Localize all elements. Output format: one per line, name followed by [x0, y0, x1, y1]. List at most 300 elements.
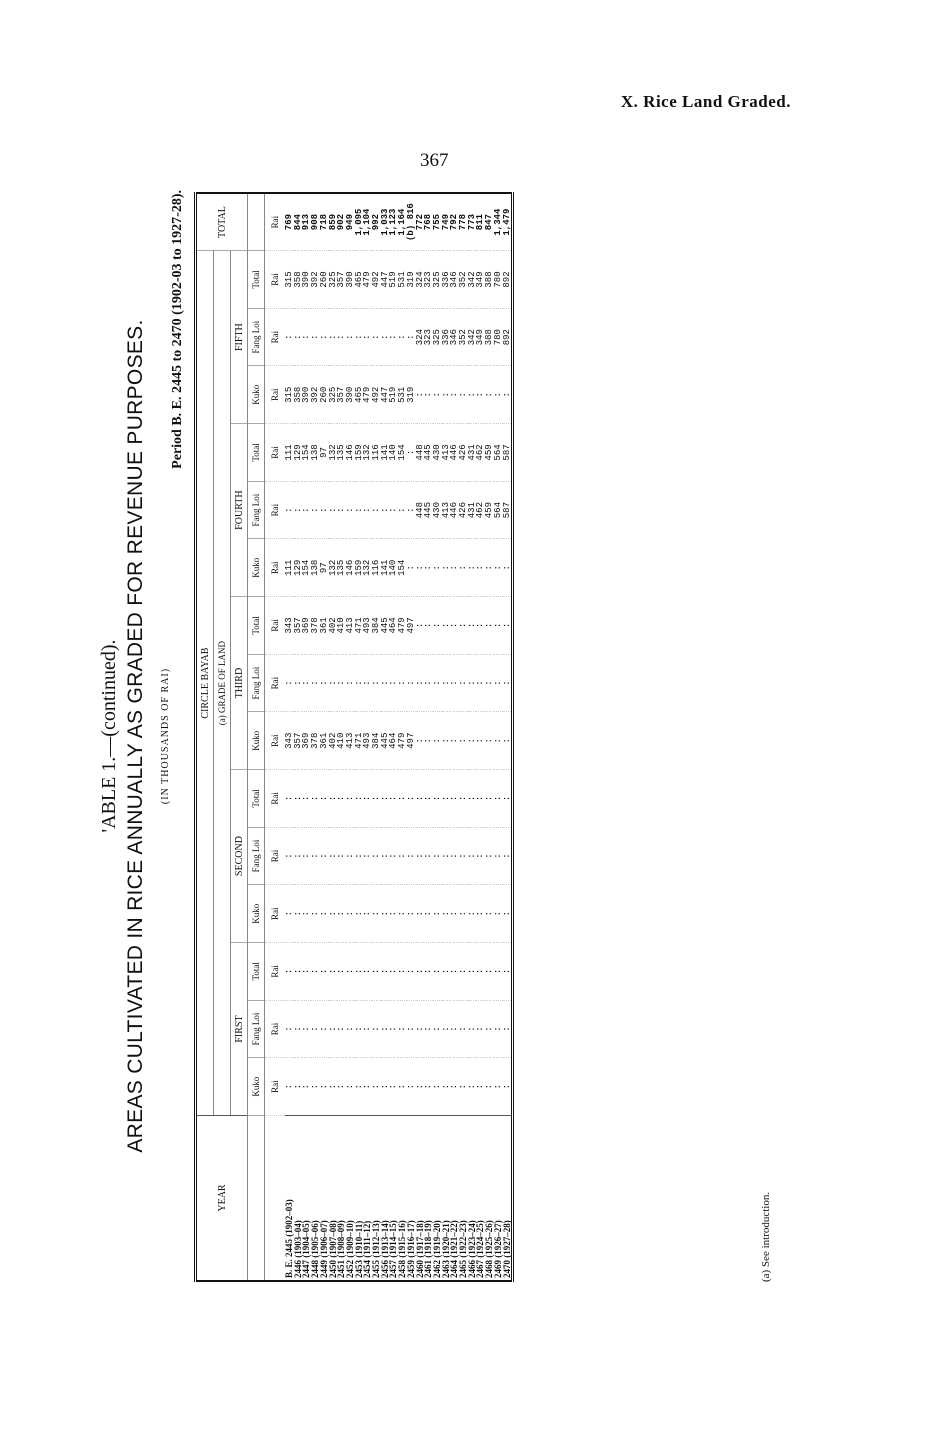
third-fang-loi-cell: : [407, 654, 416, 712]
fourth-fang-loi-cell: 413 [442, 481, 451, 539]
third-fang-loi-cell: : [442, 654, 451, 712]
fifth-total-cell: 315 [285, 251, 294, 309]
year-label: 2470 (1927–28) [501, 1220, 512, 1278]
year-header: YEAR [196, 1116, 248, 1282]
third-kuko-cell: 464 [389, 712, 398, 770]
fifth-kuko-cell: 315 [285, 366, 294, 424]
row-prefix: B. E. [284, 1256, 294, 1278]
third-total-cell: 357 [294, 597, 303, 655]
empty-cell: : [398, 1058, 407, 1116]
grand-total-cell: 749 [442, 193, 451, 251]
year-label: 2457 (1914–15) [388, 1220, 399, 1278]
unit-label: Rai [265, 308, 286, 366]
fifth-fang-loi-cell: 342 [468, 308, 477, 366]
empty-cell: : [459, 1000, 468, 1058]
empty-cell: : [398, 885, 407, 943]
footnote: (a) See introduction. [760, 1191, 772, 1282]
empty-cell: : [363, 943, 372, 1001]
third-fang-loi-cell: : [372, 654, 381, 712]
empty-cell: : [442, 770, 451, 828]
fifth-kuko-cell: 260 [320, 366, 329, 424]
grand-total-cell: 908 [311, 193, 320, 251]
empty-cell: : [372, 943, 381, 1001]
third-total-cell: 384 [372, 597, 381, 655]
fourth-total-cell: 459 [485, 424, 494, 482]
fifth-fang-loi-cell: : [389, 308, 398, 366]
fifth-kuko-cell: 357 [337, 366, 346, 424]
empty-cell: : [302, 885, 311, 943]
empty-cell: : [450, 1000, 459, 1058]
grand-total-cell: 792 [450, 193, 459, 251]
fourth-fang-loi-cell: : [398, 481, 407, 539]
fourth-fang-loi-cell: 459 [485, 481, 494, 539]
empty-cell: : [311, 827, 320, 885]
third-kuko-cell: : [485, 712, 494, 770]
grand-total-cell: 718 [320, 193, 329, 251]
fourth-total-cell: 154 [302, 424, 311, 482]
unit-label: Rai [265, 251, 286, 309]
empty-cell: : [346, 1000, 355, 1058]
empty-cell: : [407, 827, 416, 885]
empty-cell: : [424, 885, 433, 943]
unit-label: Rai [265, 770, 286, 828]
year-label: 2463 (1920–21) [440, 1220, 451, 1278]
empty-cell: : [320, 1000, 329, 1058]
empty-cell: : [442, 1058, 451, 1116]
empty-cell: : [285, 1058, 294, 1116]
fifth-fang-loi-cell: 346 [450, 308, 459, 366]
year-label: 2464 (1921–22) [449, 1220, 460, 1278]
total-sub-blank [248, 193, 265, 251]
empty-cell: : [398, 1000, 407, 1058]
grand-total-cell: 1,104 [363, 193, 372, 251]
unit-label: Rai [265, 539, 286, 597]
third-total-cell: : [494, 597, 503, 655]
empty-cell: : [329, 1000, 338, 1058]
fifth-total-cell: 390 [302, 251, 311, 309]
third-kuko-cell: 369 [302, 712, 311, 770]
empty-cell: : [320, 885, 329, 943]
third-kuko-cell: 479 [398, 712, 407, 770]
third-total-cell: : [433, 597, 442, 655]
fifth-fang-loi-cell: 325 [433, 308, 442, 366]
fourth-fang-loi-cell: 430 [433, 481, 442, 539]
fourth-fang-loi-cell: 462 [476, 481, 485, 539]
sub-kuko-header: Kuko [248, 366, 265, 424]
empty-cell: : [329, 827, 338, 885]
fourth-fang-loi-cell: 448 [416, 481, 425, 539]
empty-cell: : [503, 1000, 513, 1058]
empty-cell: : [424, 1000, 433, 1058]
empty-cell: : [433, 885, 442, 943]
third-fang-loi-cell: : [311, 654, 320, 712]
empty-cell: : [433, 827, 442, 885]
empty-cell: : [329, 885, 338, 943]
empty-cell: : [416, 1058, 425, 1116]
third-total-cell: : [424, 597, 433, 655]
grade-caption: (a) GRADE OF LAND [214, 251, 231, 1116]
fourth-kuko-cell: : [476, 539, 485, 597]
third-kuko-cell: : [450, 712, 459, 770]
empty-cell: : [329, 1058, 338, 1116]
empty-cell: : [424, 943, 433, 1001]
table-row [416, 193, 425, 1281]
third-total-cell: 497 [407, 597, 416, 655]
empty-cell: : [294, 885, 303, 943]
empty-cell: : [485, 827, 494, 885]
empty-cell: : [311, 1000, 320, 1058]
empty-cell: : [407, 770, 416, 828]
fourth-kuko-cell: 135 [337, 539, 346, 597]
grand-total-cell: 1,095 [355, 193, 364, 251]
third-total-cell: 343 [285, 597, 294, 655]
empty-cell: : [381, 885, 390, 943]
empty-cell: : [442, 885, 451, 943]
table-row [450, 193, 459, 1281]
fifth-kuko-cell: 390 [302, 366, 311, 424]
empty-cell: : [476, 1058, 485, 1116]
third-total-cell: : [468, 597, 477, 655]
fifth-fang-loi-cell: : [407, 308, 416, 366]
fifth-kuko-cell: 392 [311, 366, 320, 424]
empty-cell: : [494, 827, 503, 885]
year-label: 2456 (1913–14) [379, 1220, 390, 1278]
empty-cell: : [337, 827, 346, 885]
empty-cell: : [372, 1058, 381, 1116]
unit-label: Rai [265, 712, 286, 770]
empty-cell: : [424, 827, 433, 885]
empty-cell: : [494, 1000, 503, 1058]
empty-cell: : [450, 1058, 459, 1116]
sub-total-header: Total [248, 424, 265, 482]
empty-cell: : [407, 885, 416, 943]
third-kuko-cell: 493 [363, 712, 372, 770]
fourth-fang-loi-cell: : [389, 481, 398, 539]
third-total-cell: : [476, 597, 485, 655]
empty-cell: : [381, 1058, 390, 1116]
empty-cell: : [363, 885, 372, 943]
third-total-cell: 369 [302, 597, 311, 655]
empty-cell: : [424, 1058, 433, 1116]
empty-cell: : [355, 885, 364, 943]
unit-label: Rai [265, 424, 286, 482]
empty-cell: : [416, 885, 425, 943]
fifth-kuko-cell: : [494, 366, 503, 424]
third-kuko-cell: 378 [311, 712, 320, 770]
year-label: 2449 (1906–07) [318, 1220, 329, 1278]
empty-cell: : [346, 827, 355, 885]
third-total-cell: : [442, 597, 451, 655]
table-row [407, 193, 416, 1281]
empty-cell: : [433, 943, 442, 1001]
fourth-total-cell: 445 [424, 424, 433, 482]
third-fang-loi-cell: : [450, 654, 459, 712]
circle-header: CIRCLE BAYAB [196, 251, 214, 1116]
sub-total-header: Total [248, 251, 265, 309]
empty-cell: : [459, 770, 468, 828]
empty-cell: : [459, 885, 468, 943]
empty-cell: : [355, 1058, 364, 1116]
empty-cell: : [294, 1000, 303, 1058]
fourth-total-cell: 564 [494, 424, 503, 482]
grand-total-cell: 859 [329, 193, 338, 251]
empty-cell: : [468, 943, 477, 1001]
sub-fang-loi-header: Fang Loi [248, 481, 265, 539]
unit-label: Rai [265, 1000, 286, 1058]
third-total-cell: : [485, 597, 494, 655]
third-fang-loi-cell: : [302, 654, 311, 712]
fifth-total-cell: 346 [450, 251, 459, 309]
fifth-kuko-cell: : [503, 366, 513, 424]
table-row [494, 193, 503, 1281]
fifth-fang-loi-cell: 324 [416, 308, 425, 366]
grand-total-cell: 772 [416, 193, 425, 251]
total-header: TOTAL [196, 193, 248, 251]
third-total-cell: 479 [398, 597, 407, 655]
table-subtitle: AREAS CULTIVATED IN RICE ANNUALLY AS GRADED FOR REVENUE PURPOSES. [124, 319, 147, 1153]
empty-cell: : [337, 1000, 346, 1058]
fourth-total-cell: 587 [503, 424, 513, 482]
empty-cell: : [450, 770, 459, 828]
empty-cell: : [346, 770, 355, 828]
empty-cell: : [372, 885, 381, 943]
fourth-kuko-cell: : [433, 539, 442, 597]
fourth-total-cell: 132 [329, 424, 338, 482]
grand-total-cell: 755 [433, 193, 442, 251]
table-row [476, 193, 485, 1281]
empty-cell: : [355, 943, 364, 1001]
fifth-kuko-cell: : [442, 366, 451, 424]
empty-cell: : [416, 770, 425, 828]
empty-cell: : [389, 1000, 398, 1058]
empty-cell: : [459, 827, 468, 885]
empty-cell: : [442, 943, 451, 1001]
fourth-fang-loi-cell: : [381, 481, 390, 539]
fourth-kuko-cell: : [468, 539, 477, 597]
third-fang-loi-cell: : [355, 654, 364, 712]
third-fang-loi-cell: : [424, 654, 433, 712]
fourth-fang-loi-cell: : [346, 481, 355, 539]
fifth-total-cell: 325 [329, 251, 338, 309]
table-row [442, 193, 451, 1281]
grade-header-first: FIRST [231, 943, 248, 1116]
fourth-total-cell: 132 [363, 424, 372, 482]
third-kuko-cell: : [416, 712, 425, 770]
year-label: 2461 (1918–19) [423, 1220, 434, 1278]
empty-cell: : [476, 770, 485, 828]
third-kuko-cell: 361 [320, 712, 329, 770]
year-cell [503, 1116, 513, 1282]
unit-label: Rai [265, 366, 286, 424]
third-kuko-cell: : [459, 712, 468, 770]
fourth-kuko-cell: 140 [389, 539, 398, 597]
empty-cell: : [503, 770, 513, 828]
empty-cell: : [398, 943, 407, 1001]
fifth-kuko-cell: : [433, 366, 442, 424]
third-kuko-cell: : [424, 712, 433, 770]
fourth-fang-loi-cell: 564 [494, 481, 503, 539]
table-row [424, 193, 433, 1281]
third-kuko-cell: 471 [355, 712, 364, 770]
table-row [485, 193, 494, 1281]
fourth-kuko-cell: 116 [372, 539, 381, 597]
fourth-fang-loi-cell: : [302, 481, 311, 539]
fourth-total-cell: 97 [320, 424, 329, 482]
empty-cell: : [355, 1000, 364, 1058]
fifth-fang-loi-cell: : [285, 308, 294, 366]
year-label: 2459 (1916–17) [405, 1220, 416, 1278]
third-kuko-cell: : [476, 712, 485, 770]
sub-kuko-header: Kuko [248, 712, 265, 770]
grand-total-cell: 1,344 [494, 193, 503, 251]
fifth-fang-loi-cell: : [294, 308, 303, 366]
fifth-total-cell: 519 [389, 251, 398, 309]
empty-cell: : [433, 770, 442, 828]
fourth-total-cell: 141 [381, 424, 390, 482]
fourth-kuko-cell: : [407, 539, 416, 597]
empty-cell: : [459, 943, 468, 1001]
empty-cell: : [468, 827, 477, 885]
empty-cell: : [302, 943, 311, 1001]
unit-label: Rai [265, 654, 286, 712]
year-sub-blank [248, 1116, 265, 1282]
fifth-fang-loi-cell: : [381, 308, 390, 366]
fifth-kuko-cell: : [450, 366, 459, 424]
fourth-kuko-cell: : [442, 539, 451, 597]
grand-total-cell: 913 [302, 193, 311, 251]
empty-cell: : [294, 943, 303, 1001]
fourth-total-cell: 135 [337, 424, 346, 482]
empty-cell: : [337, 943, 346, 1001]
fourth-fang-loi-cell: 587 [503, 481, 513, 539]
third-fang-loi-cell: : [416, 654, 425, 712]
empty-cell: : [398, 827, 407, 885]
grand-total-cell: 773 [468, 193, 477, 251]
fourth-total-cell: 159 [355, 424, 364, 482]
grade-header-fourth: FOURTH [231, 424, 248, 597]
fourth-total-cell: 138 [311, 424, 320, 482]
fifth-total-cell: 465 [355, 251, 364, 309]
third-fang-loi-cell: : [468, 654, 477, 712]
empty-cell: : [503, 885, 513, 943]
third-fang-loi-cell: : [285, 654, 294, 712]
third-fang-loi-cell: : [346, 654, 355, 712]
third-total-cell: 410 [337, 597, 346, 655]
grand-total-cell: 844 [294, 193, 303, 251]
unit-label: Rai [265, 943, 286, 1001]
fifth-total-cell: 392 [311, 251, 320, 309]
fifth-fang-loi-cell: : [355, 308, 364, 366]
page-number: 367 [420, 150, 449, 171]
empty-cell: : [407, 943, 416, 1001]
fifth-kuko-cell: 465 [355, 366, 364, 424]
fourth-fang-loi-cell: : [355, 481, 364, 539]
sub-total-header: Total [248, 770, 265, 828]
fifth-total-cell: 336 [442, 251, 451, 309]
empty-cell: : [329, 943, 338, 1001]
empty-cell: : [302, 1058, 311, 1116]
empty-cell: : [398, 770, 407, 828]
year-label: 2454 (1911–12) [362, 1220, 373, 1278]
sub-total-header: Total [248, 597, 265, 655]
fifth-kuko-cell: 319 [407, 366, 416, 424]
third-fang-loi-cell: : [337, 654, 346, 712]
empty-cell: : [372, 1000, 381, 1058]
third-kuko-cell: 497 [407, 712, 416, 770]
third-fang-loi-cell: : [389, 654, 398, 712]
fourth-fang-loi-cell: : [363, 481, 372, 539]
fifth-kuko-cell: 358 [294, 366, 303, 424]
fifth-fang-loi-cell: : [320, 308, 329, 366]
empty-cell: : [433, 1058, 442, 1116]
fifth-fang-loi-cell: 388 [485, 308, 494, 366]
empty-cell: : [485, 885, 494, 943]
empty-cell: : [476, 885, 485, 943]
fourth-fang-loi-cell: : [311, 481, 320, 539]
empty-cell: : [311, 885, 320, 943]
empty-cell: : [476, 943, 485, 1001]
fourth-kuko-cell: 97 [320, 539, 329, 597]
fifth-total-cell: 492 [372, 251, 381, 309]
table-row [503, 193, 513, 1281]
fourth-kuko-cell: : [503, 539, 513, 597]
subheader-row [248, 193, 265, 1281]
year-label: 2451 (1908–09) [336, 1220, 347, 1278]
grand-total-cell: 1,479 [503, 193, 513, 251]
empty-cell: : [285, 1000, 294, 1058]
fifth-total-cell: 892 [503, 251, 513, 309]
fourth-kuko-cell: 138 [311, 539, 320, 597]
table-units: (IN THOUSANDS OF RAI) [160, 667, 171, 805]
empty-cell: : [381, 943, 390, 1001]
empty-cell: : [442, 1000, 451, 1058]
empty-cell: : [494, 885, 503, 943]
grade-header-third: THIRD [231, 597, 248, 770]
empty-cell: : [494, 1058, 503, 1116]
empty-cell: : [337, 1058, 346, 1116]
fifth-fang-loi-cell: : [329, 308, 338, 366]
empty-cell: : [311, 770, 320, 828]
fourth-kuko-cell: 159 [355, 539, 364, 597]
fourth-kuko-cell: : [494, 539, 503, 597]
empty-cell: : [294, 1058, 303, 1116]
empty-cell: : [363, 1058, 372, 1116]
fourth-total-cell: 462 [476, 424, 485, 482]
empty-cell: : [459, 1058, 468, 1116]
fourth-fang-loi-cell: : [329, 481, 338, 539]
fifth-total-cell: 358 [294, 251, 303, 309]
empty-cell: : [450, 827, 459, 885]
third-fang-loi-cell: : [494, 654, 503, 712]
fourth-total-cell: 140 [389, 424, 398, 482]
period-line: Period B. E. 2445 to 2470 (1902-03 to 1927-28). [170, 190, 185, 469]
fourth-fang-loi-cell: : [320, 481, 329, 539]
empty-cell: : [285, 770, 294, 828]
fifth-fang-loi-cell: : [346, 308, 355, 366]
year-label: 2468 (1925–26) [484, 1220, 495, 1278]
third-fang-loi-cell: : [381, 654, 390, 712]
rotated-table-sheet [98, 190, 798, 1282]
grade-header-fifth: FIFTH [231, 251, 248, 424]
unit-row [265, 193, 286, 1281]
third-fang-loi-cell: : [503, 654, 513, 712]
fourth-kuko-cell: 132 [363, 539, 372, 597]
empty-cell: : [416, 827, 425, 885]
grand-total-cell: 847 [485, 193, 494, 251]
empty-cell: : [503, 1058, 513, 1116]
year-label: 2448 (1905–06) [310, 1220, 321, 1278]
fourth-fang-loi-cell: : [372, 481, 381, 539]
